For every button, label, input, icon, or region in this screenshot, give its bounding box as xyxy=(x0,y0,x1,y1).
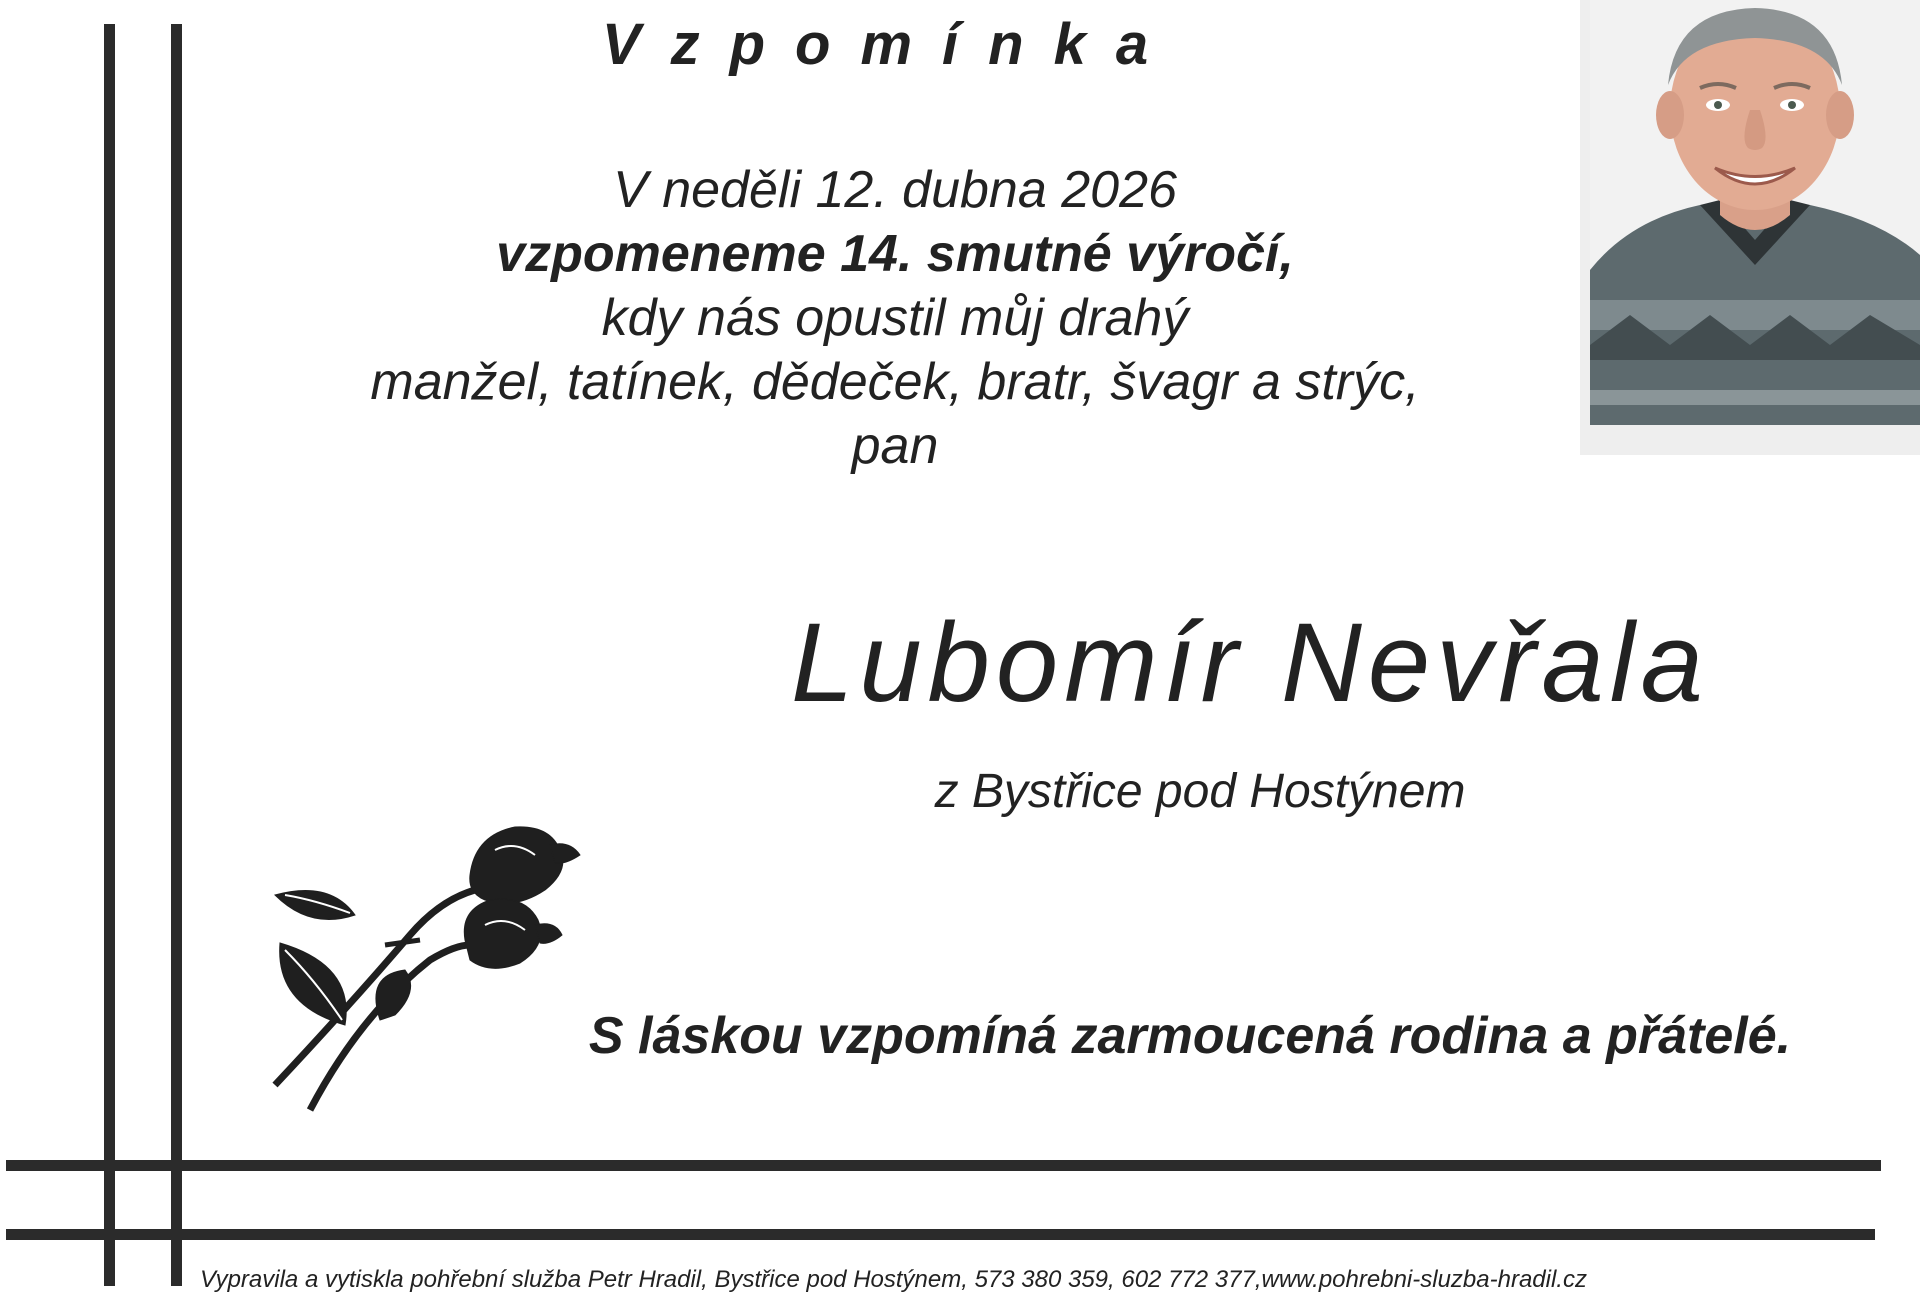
intro-line-date: V neděli 12. dubna 2026 xyxy=(613,161,1177,219)
intro-line-relations: manžel, tatínek, dědeček, bratr, švagr a strýc, xyxy=(370,353,1420,411)
vertical-rule-right xyxy=(171,24,182,1286)
horizontal-rule-top xyxy=(6,1160,1881,1171)
intro-line-title: pan xyxy=(851,417,939,475)
deceased-origin: z Bystřice pod Hostýnem xyxy=(934,765,1466,818)
deceased-name: Lubomír Nevřala xyxy=(791,600,1709,725)
intro-line-departed: kdy nás opustil můj drahý xyxy=(601,289,1189,347)
footer-imprint: Vypravila a vytiskla pohřební služba Petr Hradil, Bystřice pod Hostýnem, 573 380 359, 602 772 377,www.pohrebni-sluzba-hradil.cz xyxy=(200,1266,1587,1293)
portrait-photo xyxy=(1590,0,1920,425)
rose-icon xyxy=(270,815,590,1115)
intro-line-anniversary: vzpomeneme 14. smutné výročí, xyxy=(496,225,1294,283)
intro-text xyxy=(220,158,1570,478)
portrait-frame xyxy=(1580,0,1920,455)
closing-line: S láskou vzpomíná zarmoucená rodina a přátelé. xyxy=(588,1007,1792,1065)
vertical-rule-left xyxy=(104,24,115,1286)
notice-heading: Vzpomínka xyxy=(601,12,1179,77)
horizontal-rule-bottom xyxy=(6,1229,1875,1240)
